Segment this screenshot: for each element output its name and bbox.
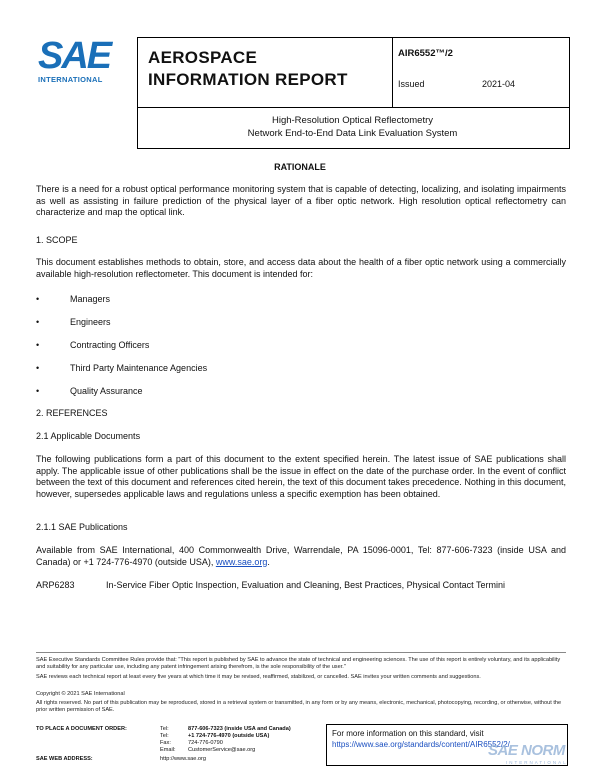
tel-label: Tel:: [160, 726, 169, 732]
sae-logo: [38, 35, 124, 84]
sae-website-link[interactable]: www.sae.org: [215, 556, 268, 567]
watermark: SAE NORM: [488, 742, 565, 759]
sae-publications-text: Available from SAE International, 400 Commonwealth Drive, Warrendale, PA 15096-0001, Tel: 877-606-7323 (inside USA and Canada) or +1 724-776-4970 (outside USA), www.sae.org.: [36, 545, 566, 567]
header-divider: [392, 38, 393, 108]
bullet-item: • Quality Assurance: [36, 386, 143, 396]
document-title-line2: Network End-to-End Data Link Evaluation System: [247, 128, 458, 139]
fax-label: Fax:: [160, 740, 171, 746]
references-text: The following publications form a part of this document to the extent specified herein. The latest issue of SAE publications shall apply. The applicable issue of other publications shall be the issue in effect on the date of the purchase order. In the event of conflict between the text of this document and references cited herein, the text of this document takes precedence. Nothing in this document, however, supersedes applicable laws and regulations unless a specific exemption has been obtained.: [36, 454, 566, 499]
sae-publications-heading: 2.1.1 SAE Publications: [36, 522, 128, 532]
scope-heading: 1. SCOPE: [36, 235, 78, 245]
logo-subtitle: INTERNATIONAL: [38, 75, 103, 84]
tel-value: 877-606-7323 (inside USA and Canada): [188, 726, 291, 732]
footer-rights: All rights reserved. No part of this publication may be reproduced, stored in a retrieval system or transmitted, in any form or by any means, electronic, mechanical, photocopying, recording, or otherwise, without the prior written permission of SAE.: [36, 700, 562, 714]
report-type-line2: INFORMATION REPORT: [148, 70, 348, 89]
report-type-line1: AEROSPACE: [148, 48, 258, 67]
web-label: SAE WEB ADDRESS:: [36, 756, 93, 762]
email-value[interactable]: CustomerService@sae.org: [188, 747, 256, 753]
bullet-item: • Contracting Officers: [36, 340, 150, 350]
rationale-text: There is a need for a robust optical performance monitoring system that is capable of detecting, localizing, and isolating impairments as well as assisting in failure prediction of the physical layer of a fiber optic network. High resolution optical reflectometry can characterize and map the optical link.: [36, 184, 566, 217]
watermark-sub: INTERNATIONAL: [506, 760, 568, 765]
footer-divider: [36, 652, 566, 653]
document-title-line1: High-Resolution Optical Reflectometry: [271, 115, 434, 126]
footer-review: SAE reviews each technical report at least every five years at which time it may be revised, reaffirmed, stabilized, or cancelled. SAE invites your written comments and suggestions.: [36, 674, 481, 680]
tel2-value: +1 724-776-4970 (outside USA): [188, 733, 270, 739]
arp-title: In-Service Fiber Optic Inspection, Evaluation and Cleaning, Best Practices, Physical Contact Termini: [106, 580, 506, 590]
footer-copyright: Copyright © 2021 SAE International: [36, 691, 125, 697]
document-number: AIR6552™/2: [398, 48, 453, 59]
logo-brand: SAE: [38, 35, 111, 77]
issued-label: Issued: [398, 79, 425, 89]
more-info-text: For more information on this standard, visit: [332, 729, 484, 738]
bullet-item: • Engineers: [36, 317, 111, 327]
web-value[interactable]: http://www.sae.org: [160, 756, 207, 762]
scope-text: This document establishes methods to obtain, store, and access data about the health of a fiber optic network using a commercially available high-resolution reflectometer. This document is intended for:: [36, 257, 566, 279]
fax-value: 724-776-0790: [188, 740, 223, 746]
arp-id: ARP6283: [36, 580, 75, 590]
rationale-heading: RATIONALE: [274, 162, 326, 172]
bullet-item: • Third Party Maintenance Agencies: [36, 363, 208, 373]
tel2-label: Tel:: [160, 733, 169, 739]
references-heading: 2. REFERENCES: [36, 408, 108, 418]
more-info-link[interactable]: https://www.sae.org/standards/content/AIR6552/2/: [332, 740, 510, 749]
issued-date: 2021-04: [482, 79, 516, 89]
bullet-item: • Managers: [36, 294, 111, 304]
footer-rules: SAE Executive Standards Committee Rules provide that: "This report is published by SAE to advance the state of technical and engineering sciences. The use of this report is entirely voluntary, and its applicability and suitability for any particular use, including any patent infringement arising therefrom, is the sole responsibility of the user.": [36, 657, 561, 671]
order-label: TO PLACE A DOCUMENT ORDER:: [36, 726, 127, 732]
email-label: Email:: [160, 747, 176, 753]
applicable-documents-heading: 2.1 Applicable Documents: [36, 431, 141, 441]
